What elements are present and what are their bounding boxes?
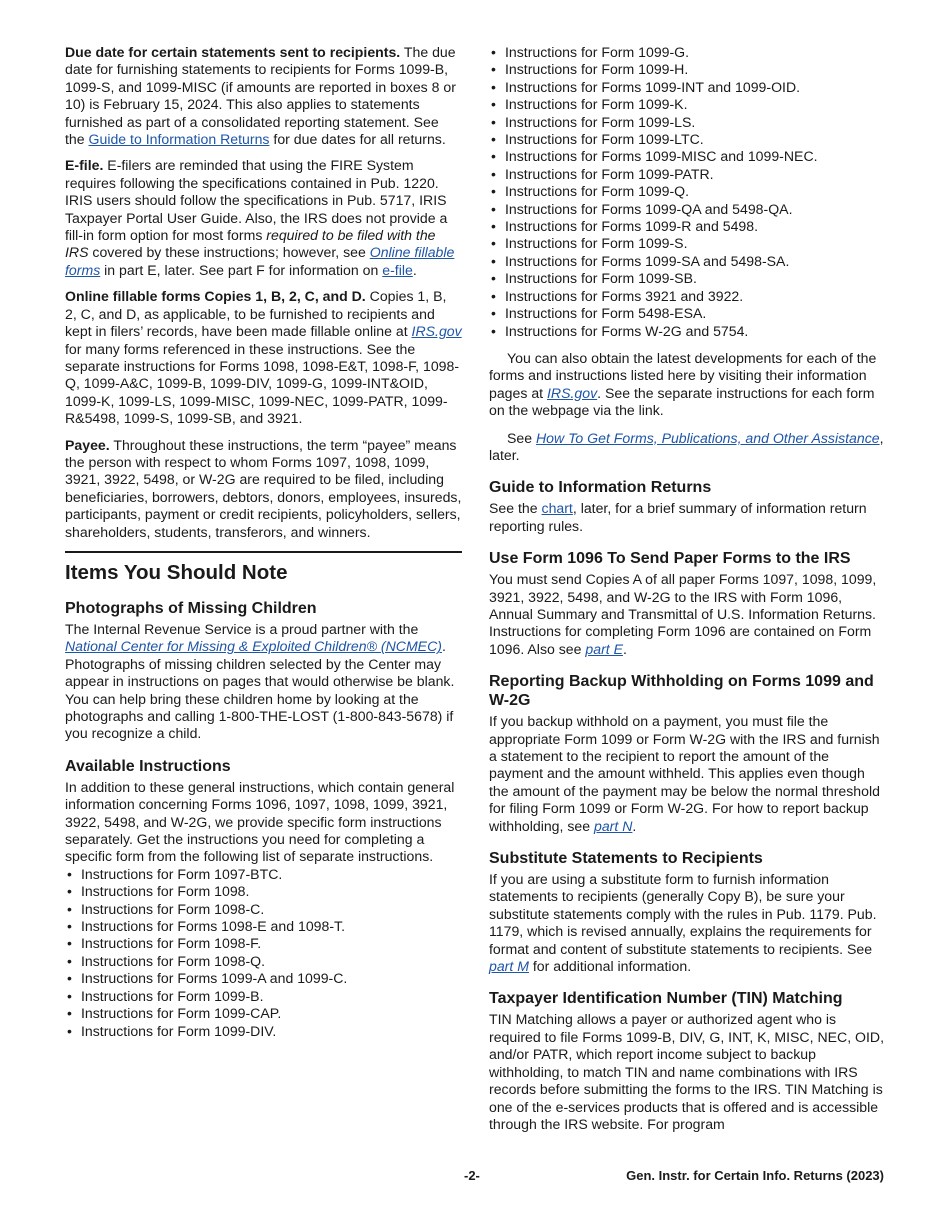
efile-text-3: in part E, later. See part F for information on <box>100 261 383 278</box>
latest-text-2: . See the separate instructions for each form on the webpage via the link. <box>489 384 875 419</box>
part-e-link[interactable]: part E <box>585 640 623 657</box>
list-item: • Instructions for Form 1099-K. <box>489 96 886 113</box>
form1096-text-2: . <box>623 640 627 657</box>
part-m-link[interactable]: part M <box>489 958 529 975</box>
due-date-text-end: for due dates for all returns. <box>269 131 446 148</box>
list-item: • Instructions for Form 1099-LTC. <box>489 131 886 148</box>
instructions-list-left <box>65 866 462 1040</box>
efile-text: E-filers are reminded that using the FIRE System requires following the specifications contained in Pub. 1220. IRIS users should follow the specifications in Pub. 5717, IRIS Taxpayer Portal User Guide. Also, the IRS does not provide a fill-in form option for most forms <box>65 157 448 244</box>
right-column <box>489 44 886 1133</box>
missing-children-paragraph <box>65 621 462 743</box>
list-item: • Instructions for Forms 1098-E and 1098-T. <box>65 918 462 935</box>
backup-text-2: . <box>632 817 637 834</box>
list-item: • Instructions for Forms 1099-QA and 5498-QA. <box>489 201 886 218</box>
payee-text: Throughout these instructions, the term “payee” means the person with respect to whom Forms 1097, 1098, 1099, 3921, 3922, 5498, or W-2G are required to be filed, including beneficiaries, borrowers, debtors, donors, employees, insureds, participants, payment or credit recipients, policyholders, sellers, shareholders, students, transferors, and winners. <box>65 436 462 540</box>
list-item: • Instructions for Form 1099-G. <box>489 44 886 61</box>
list-item: • Instructions for Forms 1099-SA and 5498-SA. <box>489 253 886 270</box>
list-item: • Instructions for Form 1099-LS. <box>489 114 886 131</box>
efile-text-2: covered by these instructions; however, see <box>88 244 370 261</box>
tin-matching-paragraph: TIN Matching allows a payer or authorized agent who is required to file Forms 1099-B, DIV, G, INT, K, MISC, NEC, OID, and/or PATR, which report income subject to backup withholding, to match TIN and name combinations with IRS records before submitting the forms to the IRS. TIN Matching is one of the e-services products that is offered and is accessible through the IRS website. For program <box>489 1011 885 1132</box>
backup-text: If you backup withhold on a payment, you must file the appropriate Form 1099 or Form W-2G with the IRS and furnish a statement to the recipient to report the amount of the payment and the amount withheld. This applies even though the amount of the payment may be below the normal threshold for filing Form 1099 or Form W-2G. For how to report backup withholding, see <box>489 713 880 834</box>
instructions-list-right <box>489 44 886 340</box>
due-date-text: The due date for furnishing statements to recipients for Forms 1099-B, 1099-S, and 1099-MISC (if amounts are reported in boxes 8 or 10) is February 15, 2024. This also applies to statements furnished as part of a consolidated reporting statement. See the <box>65 44 456 148</box>
list-item: • Instructions for Forms 1099-INT and 1099-OID. <box>489 79 886 96</box>
chart-link[interactable]: chart <box>541 500 573 517</box>
list-item: • Instructions for Forms W-2G and 5754. <box>489 323 886 340</box>
list-item: • Instructions for Form 1099-DIV. <box>65 1023 462 1040</box>
list-item: • Instructions for Form 5498-ESA. <box>489 305 886 322</box>
section-title: Items You Should Note <box>65 560 288 584</box>
list-item: • Instructions for Form 1099-S. <box>489 235 886 252</box>
list-item: • Instructions for Form 1098-Q. <box>65 953 462 970</box>
payee-paragraph <box>65 437 462 541</box>
available-instructions-heading: Available Instructions <box>65 757 231 775</box>
guide-text: See the <box>489 500 542 517</box>
efile-italic-text: required to be filed with the IRS <box>65 227 436 261</box>
see-text-2: , later. <box>489 429 884 463</box>
list-item: • Instructions for Form 1098-F. <box>65 935 462 952</box>
list-item: • Instructions for Forms 1099-R and 5498. <box>489 218 886 235</box>
guide-heading: Guide to Information Returns <box>489 479 712 497</box>
substitute-text: If you are using a substitute form to furnish information statements to recipients (generally Copy B), be sure your substitute statements comply with the rules in Pub. 1179. Pub. 1179, which is revised annually, explains the requirements for format and content of substitute statements to recipients. See <box>489 871 877 957</box>
list-item: • Instructions for Form 1099-PATR. <box>489 166 886 183</box>
section-divider <box>65 551 462 553</box>
guide-to-information-returns-link[interactable]: Guide to Information Returns <box>88 131 270 148</box>
list-item: • Instructions for Forms 1099-A and 1099-C. <box>65 970 462 987</box>
guide-text-2: , later, for a brief summary of information return reporting rules. <box>489 500 867 534</box>
ncmec-link[interactable]: National Center for Missing & Exploited Children® (NCMEC) <box>65 638 442 655</box>
part-n-link[interactable]: part N <box>594 817 633 834</box>
backup-withholding-heading: Reporting Backup Withholding on Forms 1099 and W-2G <box>489 673 874 710</box>
payee-heading: Payee. <box>65 436 110 453</box>
page-number: -2- <box>464 1168 480 1183</box>
backup-withholding-paragraph <box>489 713 886 835</box>
form1096-paragraph <box>489 571 886 658</box>
form1096-heading: Use Form 1096 To Send Paper Forms to the IRS <box>489 550 851 568</box>
list-item: • Instructions for Form 1099-SB. <box>489 270 886 287</box>
list-item: • Instructions for Form 1099-B. <box>65 988 462 1005</box>
see-text: See <box>507 429 536 446</box>
substitute-statements-heading: Substitute Statements to Recipients <box>489 850 763 868</box>
list-item: • Instructions for Forms 3921 and 3922. <box>489 288 886 305</box>
due-date-paragraph <box>65 44 462 148</box>
online-fillable-forms-link[interactable]: Online fillable forms <box>65 244 455 278</box>
substitute-text-2: for additional information. <box>528 958 692 975</box>
tin-matching-heading: Taxpayer Identification Number (TIN) Matching <box>489 990 843 1008</box>
online-fillable-paragraph <box>65 288 462 427</box>
list-item: • Instructions for Form 1097-BTC. <box>65 866 462 883</box>
irs-gov-link-2[interactable]: IRS.gov <box>547 384 598 401</box>
efile-heading: E-file. <box>65 157 104 174</box>
list-item: • Instructions for Form 1099-H. <box>489 61 886 78</box>
irs-gov-link[interactable]: IRS.gov <box>411 323 462 340</box>
list-item: • Instructions for Forms 1099-MISC and 1099-NEC. <box>489 148 886 165</box>
missing-children-text: The Internal Revenue Service is a proud partner with the <box>65 620 419 637</box>
online-fillable-heading: Online fillable forms Copies 1, B, 2, C, and D. <box>65 288 366 305</box>
missing-children-heading: Photographs of Missing Children <box>65 599 317 617</box>
online-fillable-text-2: for many forms referenced in these instructions. See the separate instructions for Forms 1098, 1098-E&T, 1098-F, 1098-Q, 1099-A&C, 1099-B, 1099-DIV, 1099-G, 1099-INT&OID, 1099-K, 1099-LS, 1099-MISC, 1099-NEC, 1099-PATR, 1099-R&5498, 1099-S, 1099-SB, and 3921. <box>65 340 460 427</box>
list-item: • Instructions for Form 1098-C. <box>65 901 462 918</box>
substitute-statements-paragraph <box>489 871 886 975</box>
available-instructions-text: In addition to these general instructions, which contain general information concerning Forms 1096, 1097, 1098, 1099, 3921, 3922, 5498, and W-2G, we provide specific form instructions separately. Get the instructions you need for completing a specific form from the following list of separate instructions. <box>65 778 455 865</box>
online-fillable-text: Copies 1, B, 2, C, and D, as applicable, to be furnished to recipients and kept in filers’ records, have been made fillable online at <box>65 288 447 340</box>
missing-children-text-2: . Photographs of missing children selected by the Center may appear in instructions on pages that would otherwise be blank. You can help bring these children home by looking at the photographs and calling 1-800-THE-LOST (1-800-843-5678) if you recognize a child. <box>65 638 455 742</box>
due-date-heading: Due date for certain statements sent to recipients. <box>65 44 401 60</box>
guide-paragraph <box>489 500 886 535</box>
efile-paragraph <box>65 157 462 279</box>
latest-developments-paragraph <box>489 350 886 420</box>
list-item: • Instructions for Form 1098. <box>65 883 462 900</box>
how-to-get-forms-link[interactable]: How To Get Forms, Publications, and Other Assistance <box>536 429 880 446</box>
footer-title: Gen. Instr. for Certain Info. Returns (2023) <box>626 1168 884 1183</box>
left-column <box>65 44 462 1040</box>
list-item: • Instructions for Form 1099-CAP. <box>65 1005 462 1022</box>
list-item: • Instructions for Form 1099-Q. <box>489 183 886 200</box>
efile-link[interactable]: e-file <box>382 261 413 278</box>
efile-text-4: . <box>412 261 417 278</box>
see-paragraph <box>489 430 886 465</box>
form1096-text: You must send Copies A of all paper Forms 1097, 1098, 1099, 3921, 3922, 5498, and W-2G to the IRS with Form 1096, Annual Summary and Transmittal of U.S. Information Returns. Instructions for completing Form 1096 are contained on Form 1096. Also see <box>489 571 877 657</box>
latest-text: You can also obtain the latest developments for each of the forms and instructions listed here by visiting their information pages at <box>489 349 877 401</box>
